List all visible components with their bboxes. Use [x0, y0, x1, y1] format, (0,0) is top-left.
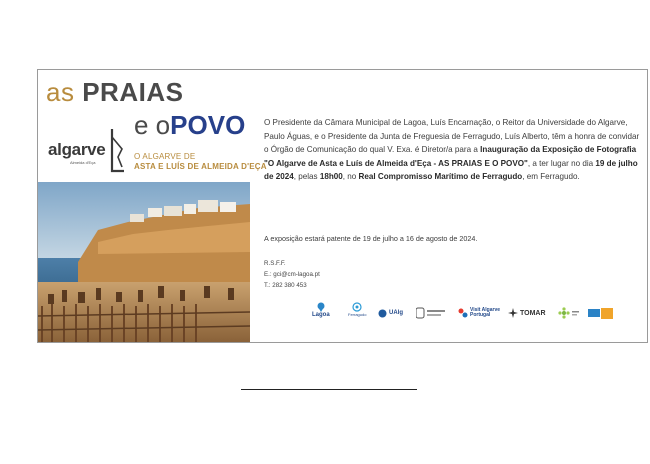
poster-panel — [38, 70, 267, 342]
invitation-card — [37, 69, 648, 343]
contact-phone: T.: 282 380 453 — [264, 282, 307, 289]
poster-title-line-1 — [46, 79, 183, 105]
visit-algarve-icon — [458, 308, 468, 318]
tomar-logo-text: TOMAR — [520, 309, 546, 317]
beach-photo — [38, 182, 250, 342]
tomar-cross-icon — [508, 308, 518, 318]
visit-algarve-logo — [458, 302, 502, 324]
contact-block — [264, 258, 320, 291]
exhibition-dates-note: A exposição estará patente de 19 de julho a 16 de agosto de 2024. — [264, 234, 478, 243]
event-time: 18h00 — [319, 172, 343, 181]
crest-icon — [416, 307, 446, 319]
invitation-paragraph — [264, 116, 644, 184]
event-venue: Real Compromisso Marítimo de Ferragudo — [358, 172, 523, 181]
event-title: Inauguração da Exposição de Fotografia "O Algarve de Asta e Luís de Almeida d'Eça - AS PRAIAS E O POVO" — [264, 145, 637, 168]
poster-title-line-2 — [134, 112, 245, 138]
ferragudo-emblem-icon — [351, 302, 363, 312]
poster-subtitle-1: O ALGARVE DE — [134, 152, 196, 161]
regional-emblem-icon — [588, 306, 614, 320]
algarve-brand: algarve — [48, 140, 106, 159]
event-date: 19 de julho de 2024 — [264, 158, 638, 181]
contact-email: E.: gci@cm-lagoa.pt — [264, 271, 320, 278]
ualg-logo-text: UAlg — [389, 310, 403, 316]
invitation-connector-3: , no — [342, 172, 359, 181]
tomar-logo — [508, 302, 546, 324]
lagoa-logo-text: Lagoa — [312, 312, 330, 318]
ferragudo-logo-text: Ferragudo — [348, 312, 367, 317]
visit-algarve-text: Visit Algarve Portugal — [470, 307, 501, 318]
invitation-ending: , em Ferragudo. — [522, 172, 580, 181]
partner-crest-logo — [416, 302, 446, 324]
invitation-connector-2: , pelas — [293, 172, 320, 181]
lagoa-pin-icon — [315, 302, 327, 312]
algarve-brand-sub: Almeida d'Eça — [70, 160, 96, 165]
lighthouse-mark-icon — [108, 127, 128, 175]
flower-logo — [558, 302, 580, 324]
invitation-connector-1: , a ter lugar no dia — [527, 158, 596, 168]
invitation-text — [264, 70, 644, 342]
lagoa-logo — [312, 302, 330, 324]
partner-logos — [312, 302, 646, 326]
title-povo: POVO — [170, 110, 246, 140]
invitation-intro: O Presidente da Câmara Municipal de Lagoa, Luís Encarnação, o Reitor da Universidade do Algarve, Paulo Águas, e o Presidente da Junta de Freguesia de Ferragudo, Luís Alberto, têm a honra de convidar o Órgão de Comunicação do qual V. Exa. é Diretor/a para a — [264, 118, 640, 154]
title-e-o: e o — [134, 110, 171, 140]
title-praias: PRAIAS — [82, 77, 184, 107]
ualg-emblem-icon — [378, 309, 387, 318]
poster-subtitle-2: ASTA E LUÍS DE ALMEIDA D'EÇA — [134, 162, 267, 171]
flower-emblem-icon — [558, 307, 580, 319]
ferragudo-logo — [348, 302, 366, 324]
regional-logo — [588, 302, 614, 324]
rsff-label: R.S.F.F. — [264, 260, 286, 267]
ualg-logo — [378, 302, 403, 324]
bottom-divider — [241, 389, 417, 390]
title-as: as — [46, 77, 75, 107]
